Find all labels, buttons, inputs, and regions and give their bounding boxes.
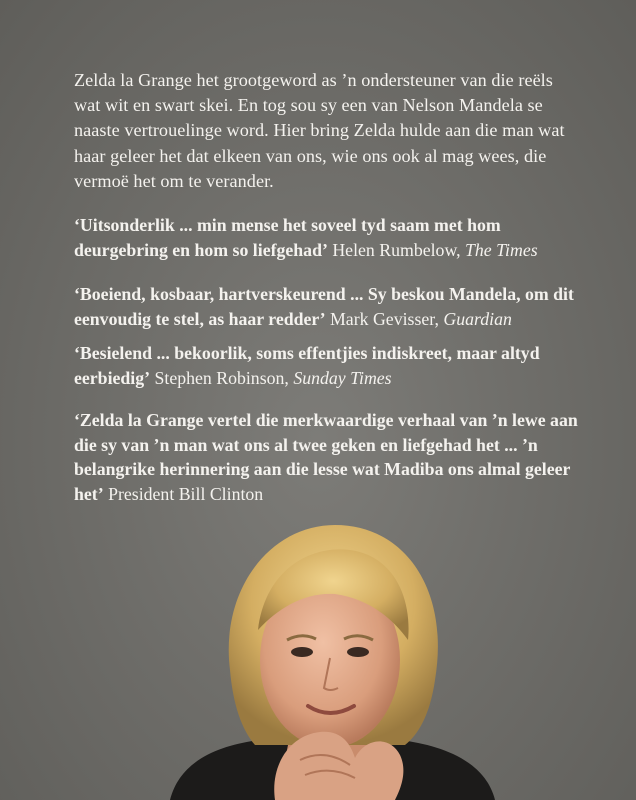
review-quote: [74, 341, 584, 390]
quote-source: President Bill Clinton: [108, 483, 264, 504]
review-quote: [74, 213, 584, 262]
quote-source: Mark Gevisser,: [330, 308, 439, 329]
right-eye: [347, 647, 369, 657]
quote-publication: Guardian: [443, 308, 512, 329]
quote-source: Helen Rumbelow,: [332, 239, 461, 260]
quote-text: ‘Uitsonderlik ... min mense het soveel tyd saam met hom deurgebring en hom so liefgehad’: [74, 215, 501, 260]
quote-text: ‘Boeiend, kosbaar, hartverskeurend ... Sy beskou Mandela, om dit eenvoudig te stel, as haar redder’: [74, 284, 574, 329]
left-eye: [291, 647, 313, 657]
quote-text: ‘Zelda la Grange vertel die merkwaardige verhaal van ’n lewe aan die sy van ’n man wat ons al twee geken en liefgehad het ... ’n belangrike herinnering aan die lesse wat Madiba ons almal geleer het’: [74, 410, 578, 504]
review-quote: [74, 408, 584, 506]
book-blurb: Zelda la Grange het grootgeword as ’n ondersteuner van die reëls wat wit en swart skei. En tog sou sy een van Nelson Mandela se naaste vertrouelinge word. Hier bring Zelda hulde aan die man wat haar geleer het dat elkeen van ons, wie ons ook al mag wees, die vermoë het om te verander.: [74, 70, 565, 191]
author-portrait: [150, 520, 510, 800]
review-quote: [74, 282, 584, 331]
quote-text: ‘Besielend ... bekoorlik, soms effentjies indiskreet, maar altyd eerbiedig’: [74, 343, 540, 388]
quote-source: Stephen Robinson,: [154, 367, 289, 388]
quote-publication: Sunday Times: [293, 367, 392, 388]
quote-publication: The Times: [465, 239, 538, 260]
